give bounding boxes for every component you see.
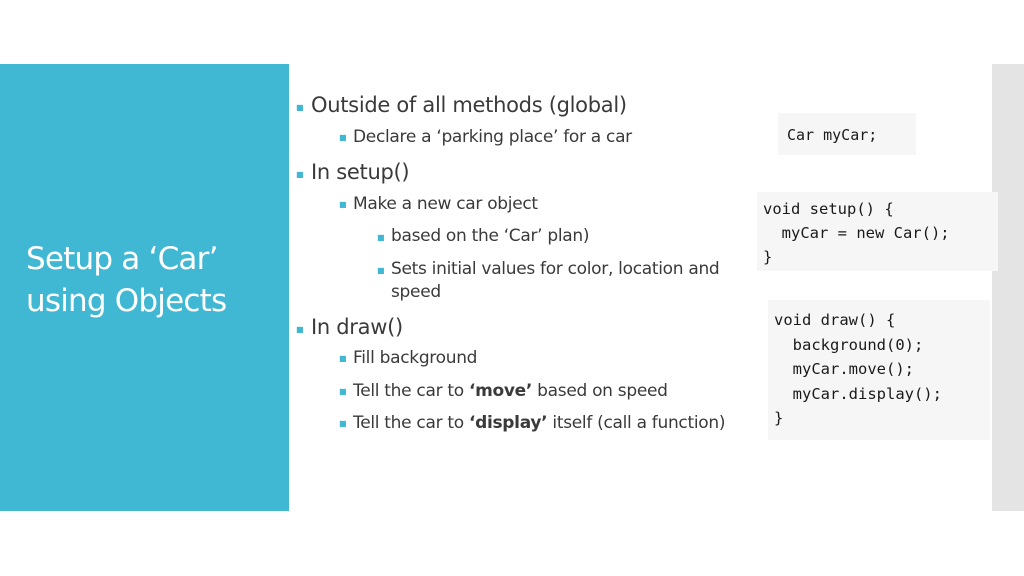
bullet-text-prefix: Tell the car to xyxy=(353,381,469,401)
bullet-text: Make a new car object xyxy=(353,194,538,214)
bullet-sets-initial xyxy=(377,258,751,304)
bullet-text: Sets initial values for color, location and speed xyxy=(391,259,720,302)
bullet-dot-icon: ■ xyxy=(296,103,304,112)
bullet-dot-icon: ■ xyxy=(296,170,304,179)
bullet-text: Declare a ‘parking place’ for a car xyxy=(353,127,632,147)
bullet-text: Outside of all methods (global) xyxy=(311,93,627,117)
bullet-text-suffix: based on speed xyxy=(532,381,668,401)
bullet-dot-icon: ■ xyxy=(339,133,347,142)
bullet-dot-icon: ■ xyxy=(339,419,347,428)
bullet-declare xyxy=(339,126,632,148)
right-edge-strip xyxy=(992,64,1024,511)
bullet-based-on xyxy=(377,225,590,248)
code-setup: void setup() { myCar = new Car(); } xyxy=(757,192,998,271)
bullet-global xyxy=(296,93,627,117)
bullet-text-suffix: itself (call a function) xyxy=(547,413,726,433)
bullet-text: In setup() xyxy=(311,160,410,184)
bullet-fill-background xyxy=(339,347,478,369)
bullet-dot-icon: ■ xyxy=(377,266,385,275)
bullet-setup xyxy=(296,160,410,184)
bullet-move xyxy=(339,380,668,402)
bullet-draw xyxy=(296,315,403,339)
bullet-dot-icon: ■ xyxy=(377,233,385,242)
bullet-text-bold: ‘move’ xyxy=(468,381,533,401)
bullet-dot-icon: ■ xyxy=(339,387,347,396)
bullet-make-new xyxy=(339,193,538,215)
bullet-dot-icon: ■ xyxy=(296,325,304,334)
bullet-dot-icon: ■ xyxy=(339,200,347,209)
bullet-text: In draw() xyxy=(311,315,403,339)
bullet-text-bold: ‘display’ xyxy=(468,413,548,433)
code-draw: void draw() { background(0); myCar.move(); myCar.display(); } xyxy=(768,300,990,440)
bullet-dot-icon: ■ xyxy=(339,354,347,363)
code-declaration: Car myCar; xyxy=(778,113,916,155)
bullet-text-prefix: Tell the car to xyxy=(353,413,469,433)
bullet-display xyxy=(339,412,726,434)
bullet-text: based on the ‘Car’ plan) xyxy=(391,226,590,246)
bullet-text: Fill background xyxy=(353,348,478,368)
slide-title: Setup a ‘Car’ using Objects xyxy=(26,241,227,319)
